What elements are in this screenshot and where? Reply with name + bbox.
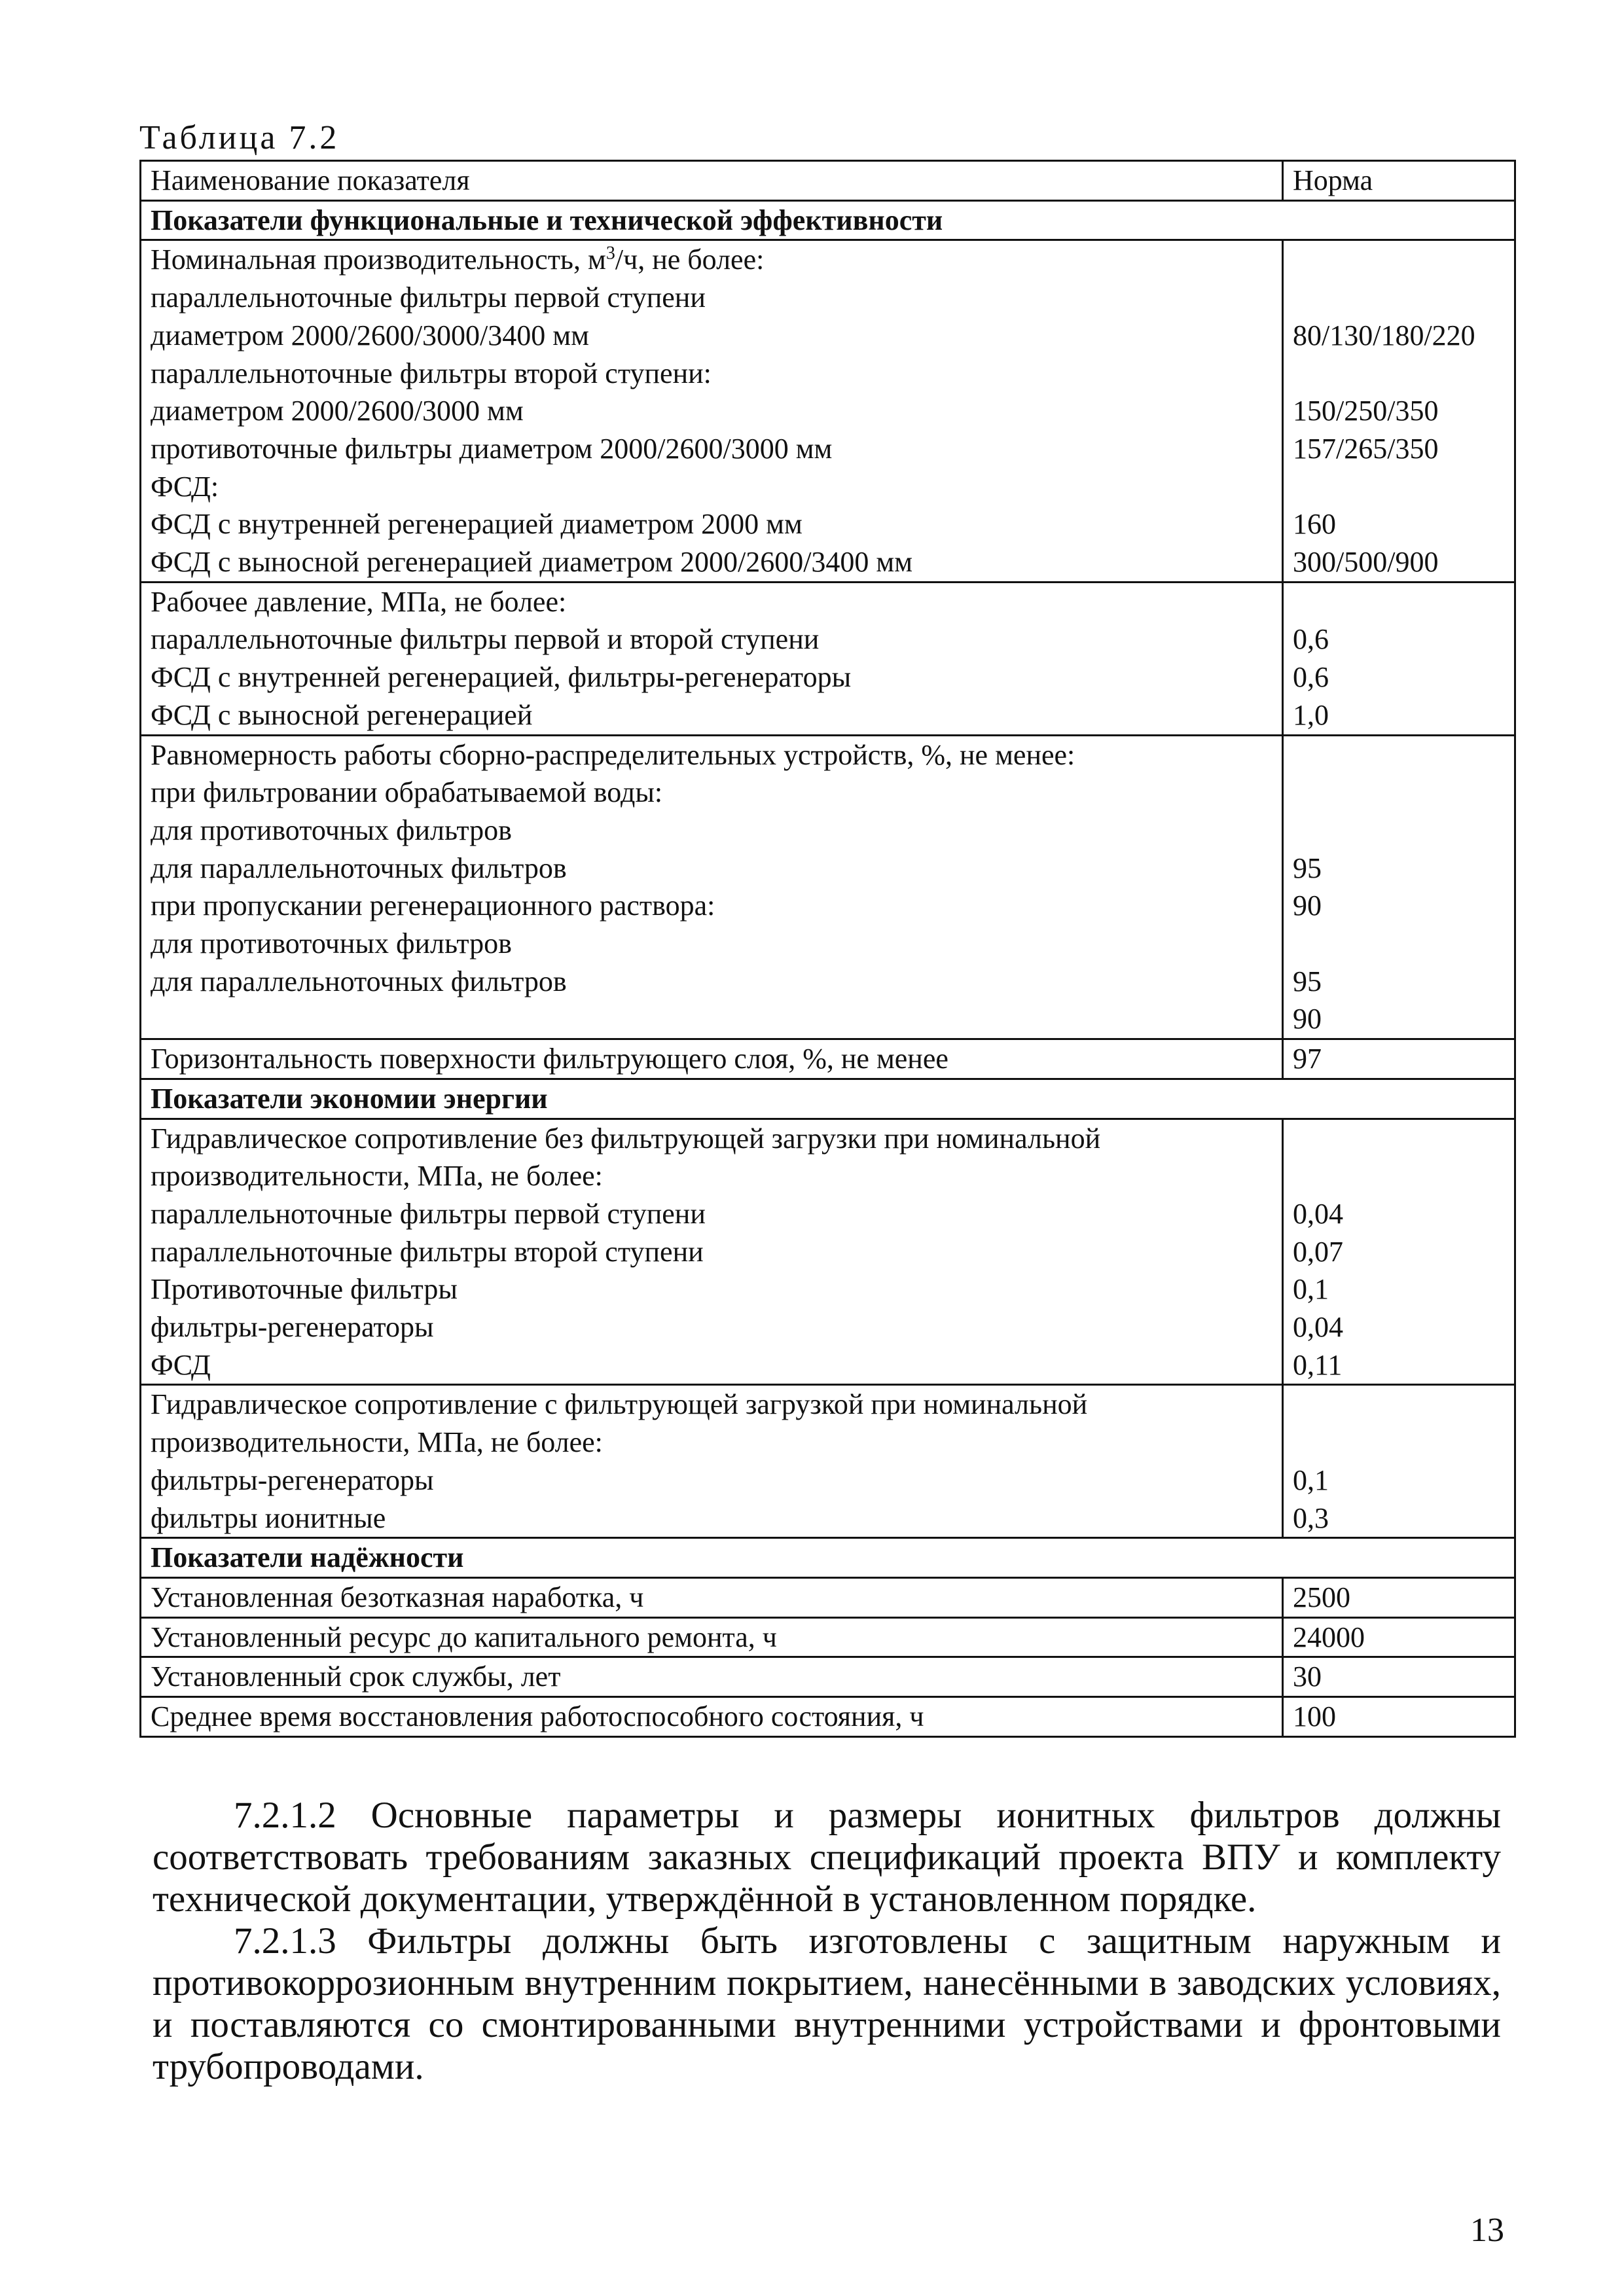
table-row-pressure [141,582,1515,735]
row-values [1283,735,1515,1039]
table-row [141,1697,1515,1737]
clause-number: 7.2.1.2 [234,1795,336,1836]
row-line: параллельноточные фильтры второй ступени: [151,357,712,389]
row-value: 0,11 [1293,1348,1343,1381]
row-line: диаметром 2000/2600/3000/3400 мм [151,319,589,351]
row-value: 100 [1283,1697,1515,1737]
row-value: 90 [1293,889,1322,922]
page-content [139,118,1514,1738]
row-title-part: /ч, не более: [615,243,765,276]
table-row-capacity [141,240,1515,582]
row-line: параллельноточные фильтры первой и второй ступени [151,623,820,656]
row-line: ФСД: [151,470,219,503]
row-value: 0,1 [1293,1463,1329,1496]
table-row-resistance-empty [141,1119,1515,1385]
row-value: 2500 [1283,1578,1515,1618]
row-values [1283,1385,1515,1538]
row-value: 95 [1293,852,1322,884]
table-row [141,1578,1515,1618]
row-title: производительности, МПа, не более: [151,1426,603,1459]
row-value [1293,354,1505,392]
header-norm: Норма [1283,161,1515,201]
table-row [141,1657,1515,1697]
value-blank [1293,1157,1505,1195]
row-name: Горизонтальность поверхности фильтрующего слоя, %, не менее [141,1039,1283,1079]
value-blank [1293,583,1505,621]
row-line: ФСД [151,1348,211,1381]
row-name [141,1119,1283,1385]
row-value: 0,1 [1293,1273,1329,1306]
row-line: ФСД с внутренней регенерацией, фильтры-регенераторы [151,661,852,694]
row-line: фильтры ионитные [151,1501,386,1534]
row-value: 0,6 [1293,661,1329,694]
specification-table [139,160,1516,1738]
value-blank [1293,1386,1505,1424]
row-value: 0,04 [1293,1311,1343,1344]
row-name: Установленный ресурс до капитального ремонта, ч [141,1617,1283,1657]
row-title: Гидравлическое сопротивление без фильтрующей загрузки при номинальной [151,1122,1101,1155]
row-line: параллельноточные фильтры первой ступени [151,281,706,314]
row-name [141,582,1283,735]
row-values [1283,582,1515,735]
table-row-resistance-loaded [141,1385,1515,1538]
row-line: для противоточных фильтров [151,927,512,960]
row-value: 90 [1293,1003,1322,1035]
row-values [1283,1119,1515,1385]
paragraph-7-2-1-2 [153,1795,1501,1920]
paragraph-7-2-1-3 [153,1920,1501,2088]
row-line: противоточные фильтры диаметром 2000/2600/3000 мм [151,432,833,465]
value-blank [1293,241,1505,279]
row-line: фильтры-регенераторы [151,1463,434,1496]
section-row-functional [141,200,1515,240]
row-line: Противоточные фильтры [151,1273,458,1306]
row-line [151,1000,1272,1038]
section-title: Показатели экономии энергии [141,1079,1515,1119]
section-title: Показатели надёжности [141,1538,1515,1578]
row-line: параллельноточные фильтры второй ступени [151,1235,704,1268]
row-value [1293,279,1505,317]
row-value: 0,04 [1293,1197,1343,1230]
row-value: 160 [1293,508,1336,541]
row-line: при пропускании регенерационного раствора: [151,889,715,922]
row-value: 300/500/900 [1293,545,1439,578]
row-name: Среднее время восстановления работоспособного состояния, ч [141,1697,1283,1737]
row-name [141,735,1283,1039]
row-value: 157/265/350 [1293,432,1439,465]
section-row-energy [141,1079,1515,1119]
table-row-horizontality [141,1039,1515,1079]
row-values [1283,240,1515,582]
row-line: для параллельноточных фильтров [151,965,567,997]
row-line: параллельноточные фильтры первой ступени [151,1197,706,1230]
row-value: 150/250/350 [1293,395,1439,427]
row-title: производительности, МПа, не более: [151,1160,603,1193]
row-name [141,240,1283,582]
row-title: Равномерность работы сборно-распределительных устройств, %, не менее: [151,738,1075,771]
row-title-part: Номинальная производительность, м [151,243,606,276]
table-caption: Таблица 7.2 [139,119,340,156]
row-line: ФСД с внутренней регенерацией диаметром 2000 мм [151,508,803,541]
row-line: для противоточных фильтров [151,814,512,846]
row-value: 80/130/180/220 [1293,319,1475,351]
row-value: 1,0 [1293,698,1329,731]
paragraph-text: Фильтры должны быть изготовлены с защитным наружным и противокоррозионным внутренним покрытием, нанесёнными в заводских условиях, и поставляются со смонтированными внутренними устройствами и фронтовыми трубопроводами. [153,1920,1502,2087]
row-title [151,241,1272,279]
row-value: 97 [1283,1039,1515,1079]
row-title: Рабочее давление, МПа, не более: [151,585,567,618]
row-value: 0,3 [1293,1501,1329,1534]
header-name: Наименование показателя [141,161,1283,201]
row-line: диаметром 2000/2600/3000 мм [151,395,524,427]
row-line: при фильтровании обрабатываемой воды: [151,776,663,809]
row-name [141,1385,1283,1538]
row-line: ФСД с выносной регенерацией диаметром 2000/2600/3400 мм [151,546,913,579]
page-number: 13 [1470,2212,1504,2249]
body-text [153,1795,1501,2088]
row-name: Установленная безотказная наработка, ч [141,1578,1283,1618]
row-value [1293,774,1505,812]
clause-number: 7.2.1.3 [234,1920,336,1962]
section-title: Показатели функциональные и технической эффективности [141,200,1515,240]
row-value [1293,812,1505,850]
paragraph-text: Основные параметры и размеры ионитных фильтров должны соответствовать требованиям заказных спецификаций проекта ВПУ и комплекту технической документации, утверждённой в установленном порядке. [153,1795,1502,1920]
row-value [1293,925,1505,963]
superscript: 3 [605,243,615,264]
row-line: для параллельноточных фильтров [151,852,567,884]
row-value: 0,07 [1293,1235,1343,1268]
row-value: 30 [1283,1657,1515,1697]
table-row-uniformity [141,735,1515,1039]
row-name: Установленный срок службы, лет [141,1657,1283,1697]
value-blank [1293,1424,1505,1462]
table-row [141,1617,1515,1657]
row-line: ФСД с выносной регенерацией [151,698,533,731]
section-row-reliability [141,1538,1515,1578]
value-blank [1293,1120,1505,1158]
row-value: 95 [1293,965,1322,997]
row-title: Гидравлическое сопротивление с фильтрующей загрузкой при номинальной [151,1388,1088,1421]
row-value: 24000 [1283,1617,1515,1657]
row-value: 0,6 [1293,623,1329,656]
table-header-row [141,161,1515,201]
row-value [1293,468,1505,506]
value-blank [1293,736,1505,774]
row-line: фильтры-регенераторы [151,1311,434,1344]
